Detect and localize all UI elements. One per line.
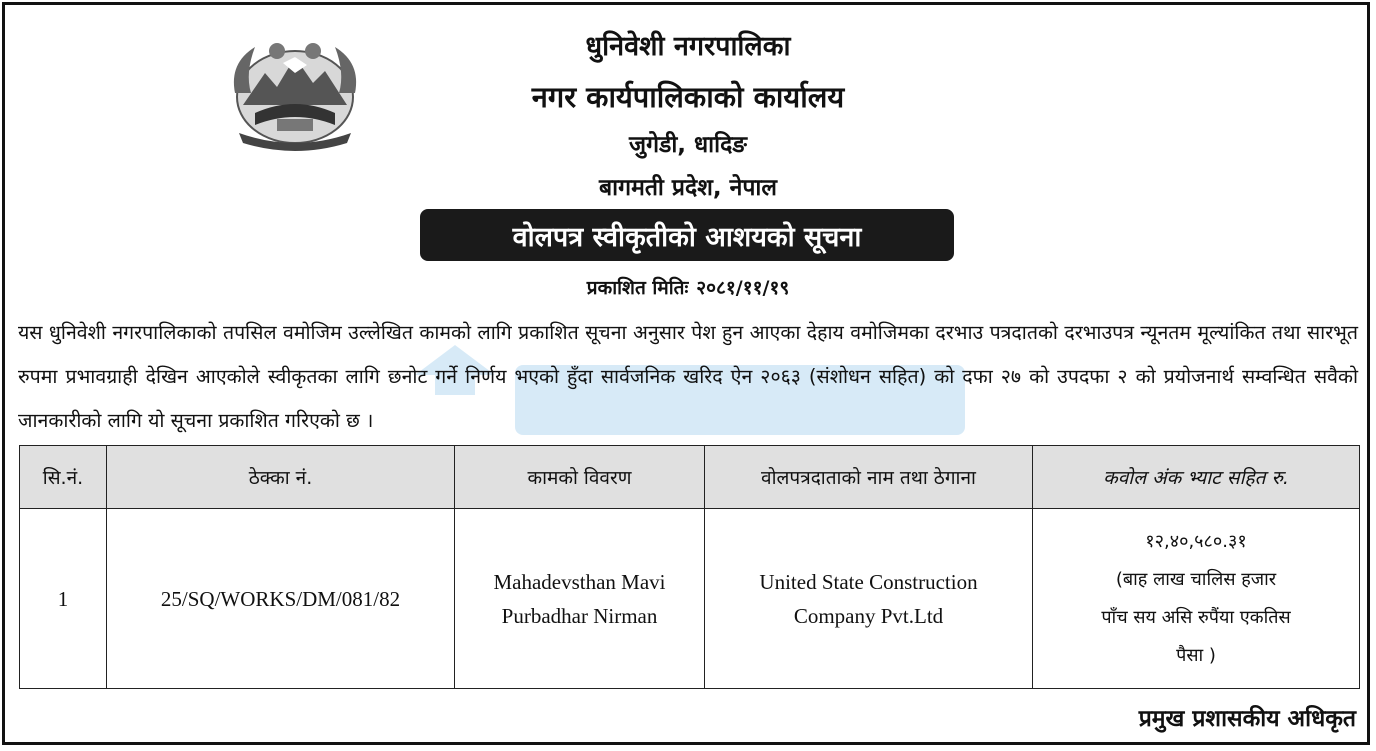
work-line: Purbadhar Nirman — [501, 603, 658, 628]
notice-title: वोलपत्र स्वीकृतीको आशयको सूचना — [512, 221, 862, 253]
amount-words: पाँच सय असि रुपैंया एकतिस — [1101, 606, 1291, 628]
column-header-contract-no: ठेक्का नं. — [107, 446, 455, 509]
notice-body-text: यस धुनिवेशी नगरपालिकाको तपसिल वमोजिम उल्लेखित कामको लागि प्रकाशित सूचना अनुसार पेश हुन आएका देहाय वमोजिमका दरभाउ पत्रदातको दरभाउपत्र न्यूनतम मूल्यांकित तथा सारभूत रुपमा प्रभावग्राही देखिन आएकोले स्वीकृतका लागि छनोट गर्ने निर्णय भएको हुँदा सार्वजनिक खरिद ऐन २०६३ (संशोधन सहित) को दफा २७ को उपदफा २ को प्रयोजनार्थ सम्वन्धित सवैको जानकारीको लागि यो सूचना प्रकाशित गरिएको छ । — [18, 321, 1358, 432]
bidder-line: United State Construction — [759, 569, 978, 594]
amount-figure: १२,४०,५८०.३१ — [1145, 530, 1247, 552]
published-date-value: २०८१/११/१९ — [696, 277, 790, 299]
cell-bidder — [705, 509, 1033, 689]
cell-contract-no: 25/SQ/WORKS/DM/081/82 — [107, 509, 455, 689]
published-date — [0, 274, 1376, 300]
cell-bid-amount — [1033, 509, 1360, 689]
published-date-label: प्रकाशित मितिः — [586, 277, 689, 299]
bid-table — [19, 445, 1360, 689]
office-name: नगर कार्यपालिकाको कार्यालय — [531, 80, 845, 114]
table-header-row — [20, 446, 1360, 509]
work-line: Mahadevsthan Mavi — [493, 569, 666, 594]
amount-words: पैसा ) — [1176, 644, 1216, 666]
column-header-bid-amount: कवोल अंक भ्याट सहित रु. — [1033, 446, 1360, 509]
cell-sn: 1 — [20, 509, 107, 689]
office-location: जुगेडी, धादिङ — [629, 132, 747, 158]
notice-title-banner — [420, 209, 954, 261]
amount-words: (बाह लाख चालिस हजार — [1115, 568, 1277, 590]
office-province: बागमती प्रदेश, नेपाल — [599, 175, 777, 201]
column-header-sn: सि.नं. — [20, 446, 107, 509]
table-row — [20, 509, 1360, 689]
signature-title: प्रमुख प्रशासकीय अधिकृत — [1138, 706, 1356, 732]
column-header-work-description: कामको विवरण — [455, 446, 705, 509]
municipality-name: धुनिवेशी नगरपालिका — [585, 31, 791, 62]
column-header-bidder: वोलपत्रदाताको नाम तथा ठेगाना — [705, 446, 1033, 509]
cell-work-description — [455, 509, 705, 689]
bidder-line: Company Pvt.Ltd — [793, 603, 944, 628]
